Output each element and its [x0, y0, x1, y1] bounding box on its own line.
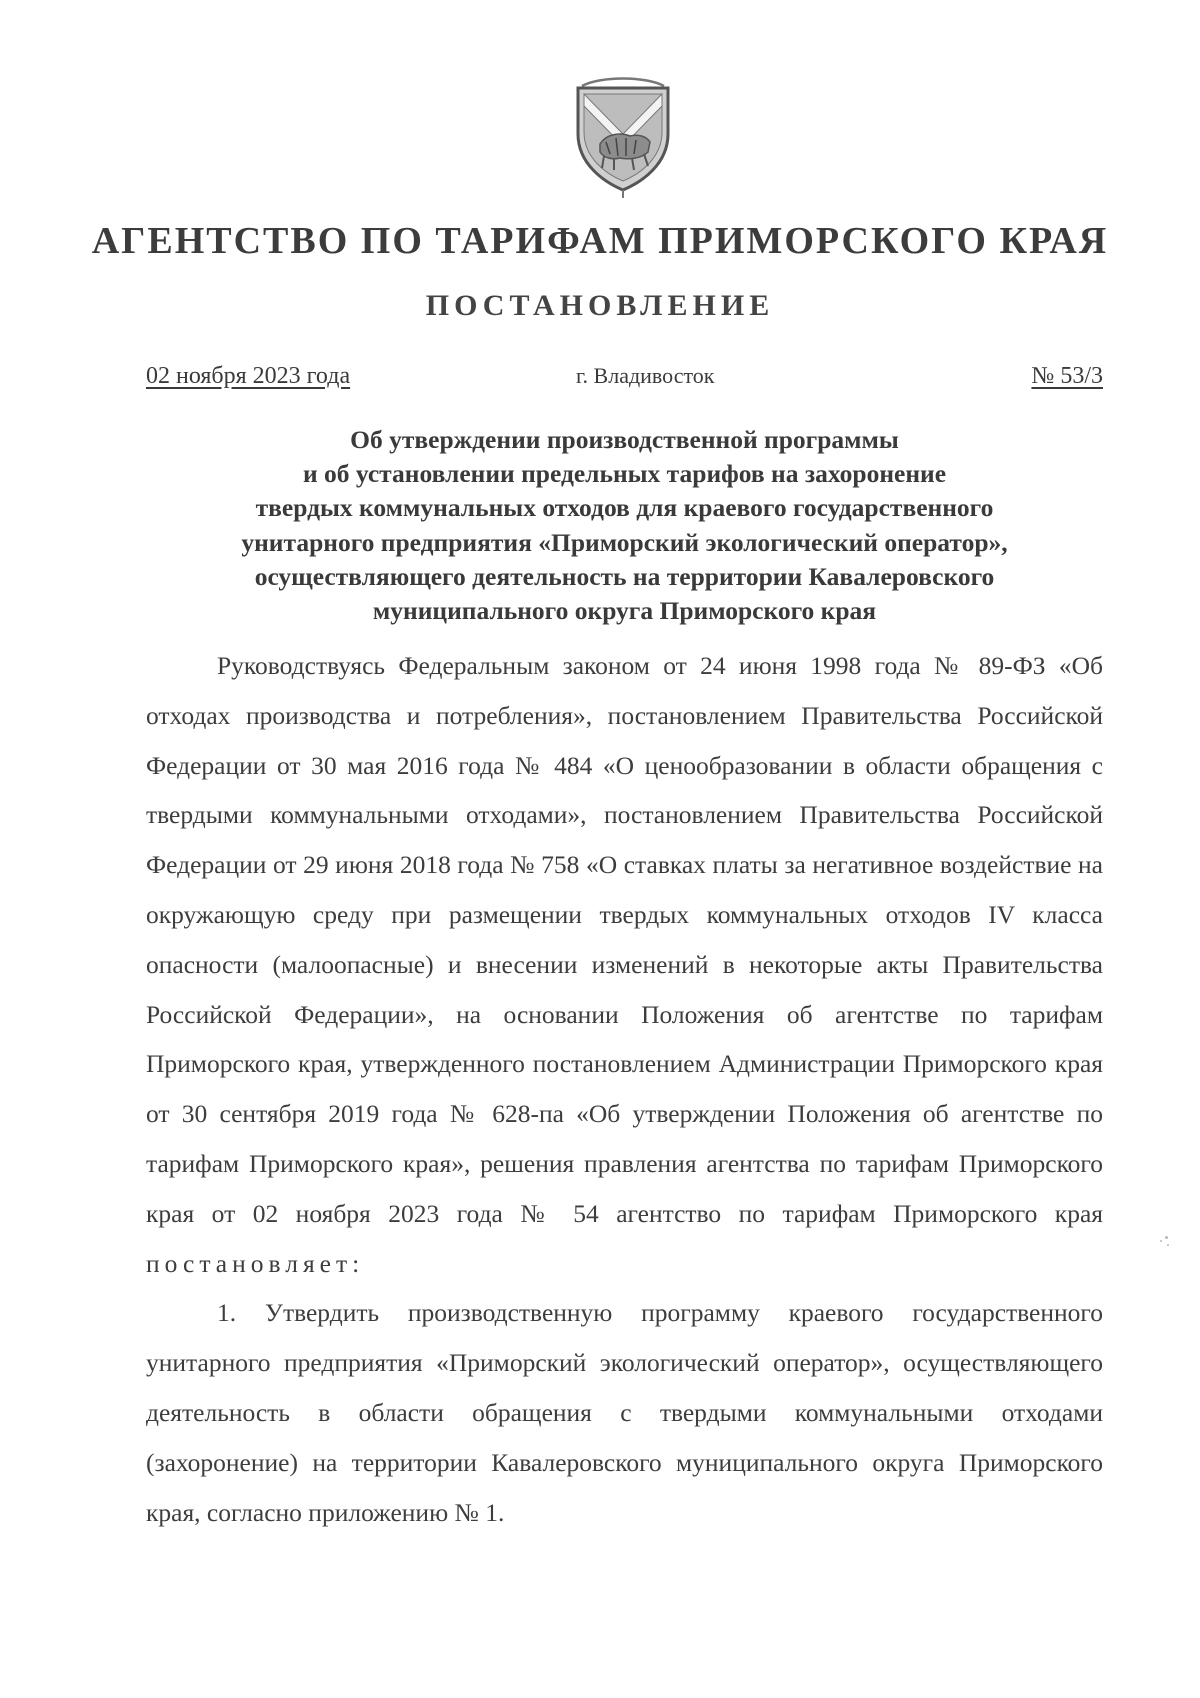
title-line: Об утверждении производственной программы	[350, 425, 899, 454]
document-type: ПОСТАНОВЛЕНИЕ	[425, 289, 775, 322]
preamble-paragraph	[146, 641, 1103, 1288]
item-1-paragraph: 1. Утвердить производственную программу краевого государственного унитарного предприятия «Приморский экологический оператор», осуществляющего деятельность в области обращения с твердыми коммунальными отходами (захоронение) на территории Кавалеровского муниципального округа Приморского края, согласно приложению № 1.	[146, 1298, 1103, 1527]
scan-speck	[1165, 1236, 1168, 1239]
title-line: муниципального округа Приморского края	[372, 596, 877, 626]
title-line: унитарного предприятия «Приморский экологический оператор»,	[241, 527, 1008, 557]
agency-name: АГЕНТСТВО ПО ТАРИФАМ ПРИМОРСКОГО КРАЯ	[91, 220, 1109, 262]
document-body	[146, 641, 1103, 1537]
primorsky-krai-coat-of-arms-icon	[570, 72, 676, 198]
preamble-text: Руководствуясь Федеральным законом от 24 июня 1998 года № 89-ФЗ «Об отходах производства и потребления», постановлением Правительства Российской Федерации от 30 мая 2016 года № 484 «О ценообразовании в области обращения с твердыми коммунальными отходами», постановлением Правительства Российской Федерации от 29 июня 2018 года № 758 «О ставках платы за негативное воздействие на окружающую среду при размещении твердых коммунальных отходов IV класса опасности (малоопасные) и внесении изменений в некоторые акты Правительства Российской Федерации», на основании Положения об агентстве по тарифам Приморского края, утвержденного постановлением Администрации Приморского края от 30 сентября 2019 года № 628-па «Об утверждении Положения об агентстве по тарифам Приморского края», решения правления агентства по тарифам Приморского края от 02 ноября 2023 года № 54 агентство по тарифам Приморского края	[146, 651, 1103, 1228]
document-number: № 53/3	[1031, 363, 1103, 389]
document-title	[146, 423, 1103, 628]
title-line: твердых коммунальных отходов для краевого государственного	[255, 493, 994, 523]
title-line: осуществляющего деятельность на территории Кавалеровского	[254, 561, 995, 591]
document-date: 02 ноября 2023 года	[146, 363, 351, 389]
document-city: г. Владивосток	[576, 363, 715, 388]
scan-speck	[1160, 1240, 1162, 1242]
title-line: и об установлении предельных тарифов на захоронение	[302, 459, 947, 489]
decree-word: постановляет:	[146, 1248, 365, 1278]
scan-speck	[1167, 1244, 1169, 1246]
document-meta-row	[146, 358, 1103, 394]
